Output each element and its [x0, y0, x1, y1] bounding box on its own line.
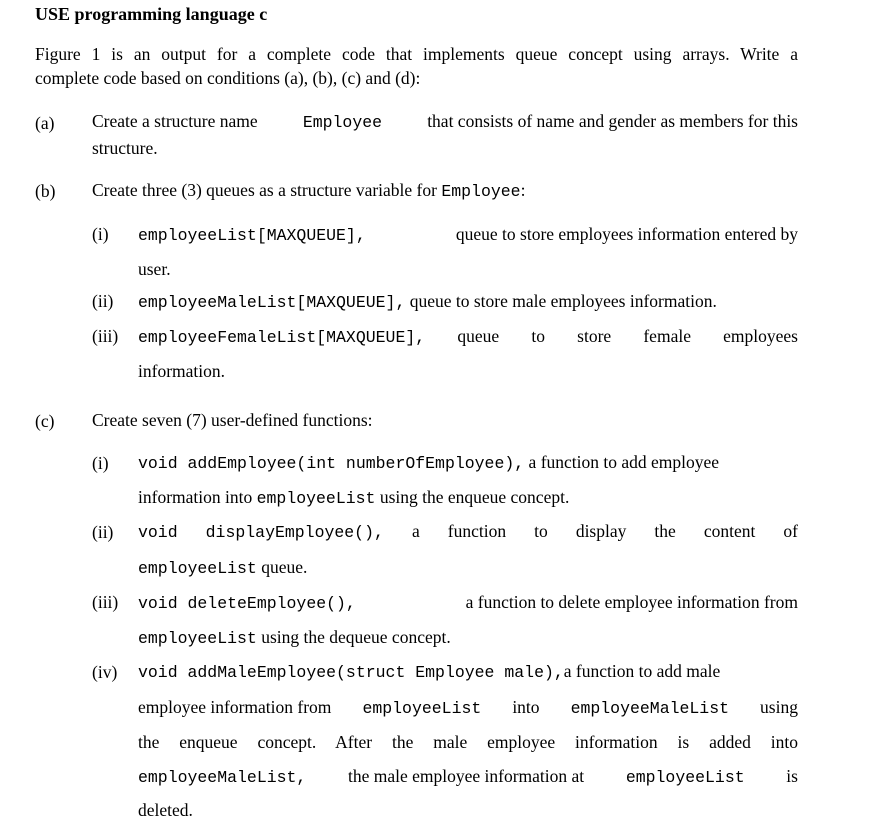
c-ii-w2: function — [447, 521, 507, 541]
c-iv-l4code1: employeeMaleList, — [138, 768, 307, 787]
c-iii-line-2 — [138, 627, 451, 648]
intro-line-1: Figure 1 is an output for a complete code that implements queue concept using arrays. Write a — [35, 44, 798, 64]
c-ii-line-2 — [138, 557, 307, 578]
c-i-text: a function to add employee — [528, 452, 720, 472]
b-iii-line-2: information. — [138, 361, 225, 381]
c-iv-l4post: is — [786, 766, 798, 786]
section-a-line-1 — [92, 111, 798, 132]
b-iii-w4: female — [643, 326, 691, 346]
c-i-l2pre: information into — [138, 487, 253, 507]
section-b-label: (b) — [35, 181, 56, 201]
c-iv-l2post: using — [760, 697, 798, 717]
b-iii-label: (iii) — [92, 326, 119, 346]
section-b-post: : — [520, 180, 526, 200]
b-iii-w5: employees — [723, 326, 798, 346]
c-iii-text: a function to delete employee information from — [465, 592, 798, 612]
section-a-label: (a) — [35, 113, 55, 133]
b-ii-code: employeeMaleList[MAXQUEUE], — [138, 293, 406, 312]
c-iv-l2code2: employeeMaleList — [570, 699, 730, 718]
c-iv-l2mid: into — [512, 697, 540, 717]
c-i-code: void addEmployee(int numberOfEmployee), — [138, 454, 525, 473]
section-c-title: Create seven (7) user-defined functions: — [92, 410, 373, 430]
c-iv-line-2 — [138, 697, 798, 718]
c-ii-code2: displayEmployee(), — [205, 523, 384, 542]
c-ii-l2post: queue. — [261, 557, 308, 577]
b-i-text: queue to store employees information entered by — [455, 224, 798, 244]
c-iv-line-5: deleted. — [138, 800, 193, 820]
b-iii-w3: store — [577, 326, 612, 346]
section-b-pre: Create three (3) queues as a structure variable for — [92, 180, 437, 200]
c-iii-code: void deleteEmployee(), — [138, 594, 356, 613]
b-ii-line-1 — [138, 291, 717, 312]
c-ii-line-1 — [138, 521, 798, 542]
section-a-line-2: structure. — [92, 138, 158, 158]
b-iii-w2: to — [531, 326, 545, 346]
c-i-label: (i) — [92, 453, 109, 473]
c-iv-l4mid: the male employee information at — [347, 766, 585, 786]
c-iv-line-4 — [138, 766, 798, 787]
intro-line-2: complete code based on conditions (a), (b), (c) and (d): — [35, 68, 421, 88]
c-iii-l2post: using the dequeue concept. — [261, 627, 451, 647]
c-iv-label: (iv) — [92, 662, 118, 682]
c-iv-code: void addMaleEmployee(struct Employee male), — [138, 663, 564, 682]
section-a-pre: Create a structure name — [92, 111, 258, 131]
c-ii-w4: display — [575, 521, 627, 541]
c-i-line-2 — [138, 487, 569, 508]
c-iii-l2code: employeeList — [138, 629, 257, 648]
section-c-label: (c) — [35, 411, 55, 431]
b-iii-line-1 — [138, 326, 798, 347]
b-i-label: (i) — [92, 224, 109, 244]
c-i-l2post: using the enqueue concept. — [379, 487, 570, 507]
c-ii-l2code: employeeList — [138, 559, 257, 578]
c-ii-w5: the — [654, 521, 676, 541]
c-ii-w7: of — [783, 521, 798, 541]
c-iii-label: (iii) — [92, 592, 119, 612]
page-heading: USE programming language c — [35, 4, 268, 24]
b-iii-code: employeeFemaleList[MAXQUEUE], — [138, 328, 426, 347]
b-i-line-1 — [138, 224, 798, 245]
c-ii-w3: to — [534, 521, 548, 541]
section-b-code: Employee — [441, 182, 521, 201]
c-i-line-1 — [138, 452, 719, 473]
b-iii-w1: queue — [457, 326, 500, 346]
c-iv-text: a function to add male — [563, 661, 721, 681]
c-ii-code1: void — [138, 523, 178, 542]
c-ii-label: (ii) — [92, 522, 114, 542]
c-iv-line-1 — [138, 661, 720, 682]
b-ii-text: queue to store male employees information. — [409, 291, 717, 311]
c-iv-l4code2: employeeList — [625, 768, 745, 787]
section-a-post: that consists of name and gender as members for this — [427, 111, 798, 131]
section-b-line-1 — [92, 180, 525, 201]
section-a-code: Employee — [302, 113, 383, 132]
c-ii-w6: content — [703, 521, 756, 541]
c-iv-l2pre: employee information from — [138, 697, 332, 717]
b-i-code: employeeList[MAXQUEUE], — [138, 226, 366, 245]
b-ii-label: (ii) — [92, 291, 114, 311]
c-iv-line-3: the enqueue concept. After the male employee information is added into — [138, 732, 798, 752]
c-i-l2code: employeeList — [256, 489, 376, 508]
c-iii-line-1 — [138, 592, 798, 613]
c-ii-w1: a — [411, 521, 420, 541]
c-iv-l2code1: employeeList — [362, 699, 482, 718]
b-i-line-2: user. — [138, 259, 171, 279]
